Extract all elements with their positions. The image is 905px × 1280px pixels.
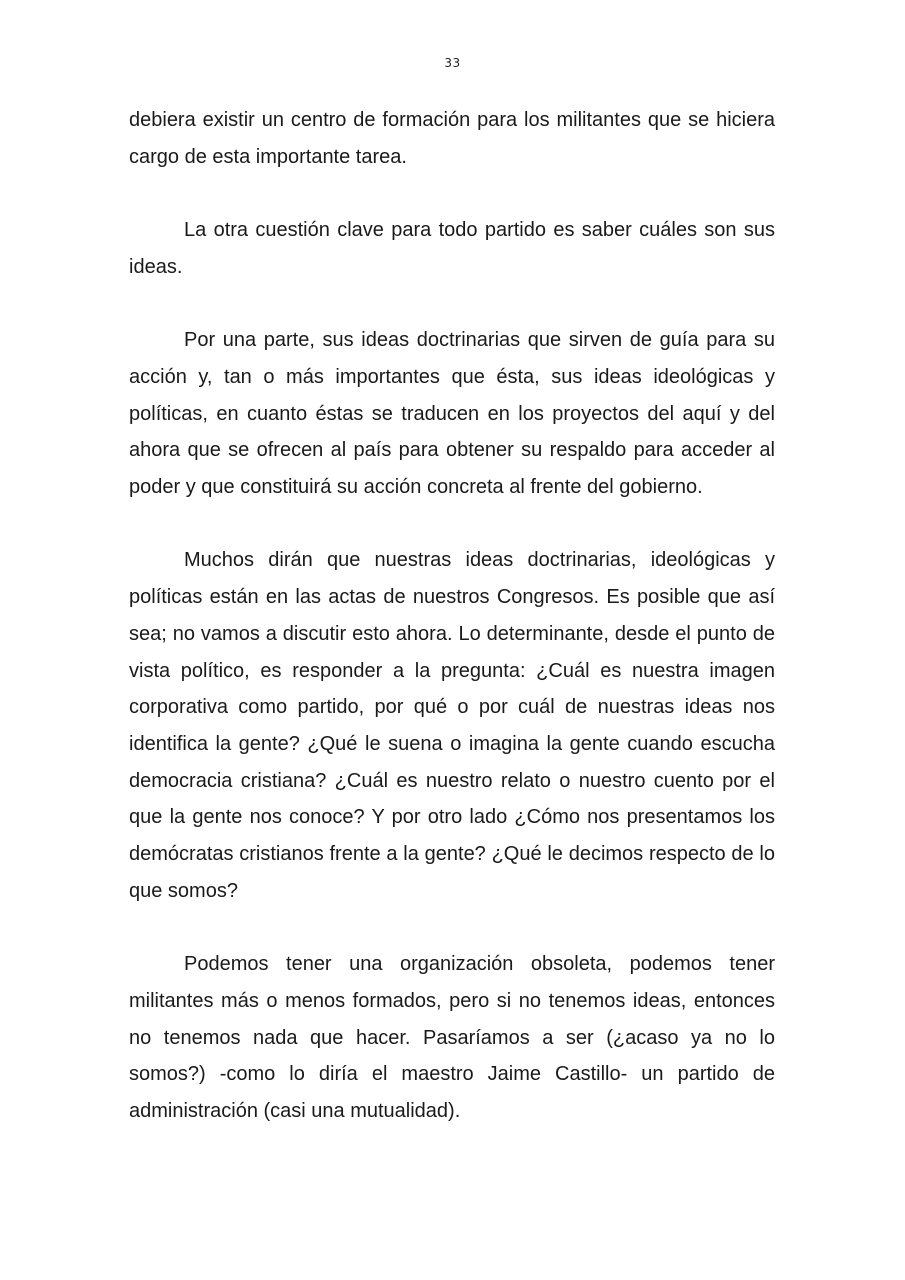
paragraph-3: Por una parte, sus ideas doctrinarias que sirven de guía para su acción y, tan o más importantes que ésta, sus ideas ideológicas y políticas, en cuanto éstas se traducen en los proyectos del aquí y del ahora que se ofrecen al país para obtener su respaldo para acceder al poder y que constituirá su acción concreta al frente del gobierno. [129, 329, 775, 498]
paragraph-5: Podemos tener una organización obsoleta, podemos tener militantes más o menos formados, pero si no tenemos ideas, entonces no tenemos nada que hacer. Pasaríamos a ser (¿acaso ya no lo somos?) -como lo diría el maestro Jaime Castillo- un partido de administración (casi una mutualidad). [129, 953, 775, 1122]
page-number: 33 [444, 56, 461, 70]
paragraph-1: debiera existir un centro de formación para los militantes que se hiciera cargo de esta importante tarea. [129, 109, 775, 168]
paragraph-4: Muchos dirán que nuestras ideas doctrinarias, ideológicas y políticas están en las actas de nuestros Congresos. Es posible que así sea; no vamos a discutir esto ahora. Lo determinante, desde el punto de vista político, es responder a la pregunta: ¿Cuál es nuestra imagen corporativa como partido, por qué o por cuál de nuestras ideas nos identifica la gente? ¿Qué le suena o imagina la gente cuando escucha democracia cristiana? ¿Cuál es nuestro relato o nuestro cuento por el que la gente nos conoce? Y por otro lado ¿Cómo nos presentamos los demócratas cristianos frente a la gente? ¿Qué le decimos respecto de lo que somos? [129, 549, 775, 902]
paragraph-2: La otra cuestión clave para todo partido es saber cuáles son sus ideas. [129, 219, 775, 278]
document-body [129, 102, 775, 1166]
